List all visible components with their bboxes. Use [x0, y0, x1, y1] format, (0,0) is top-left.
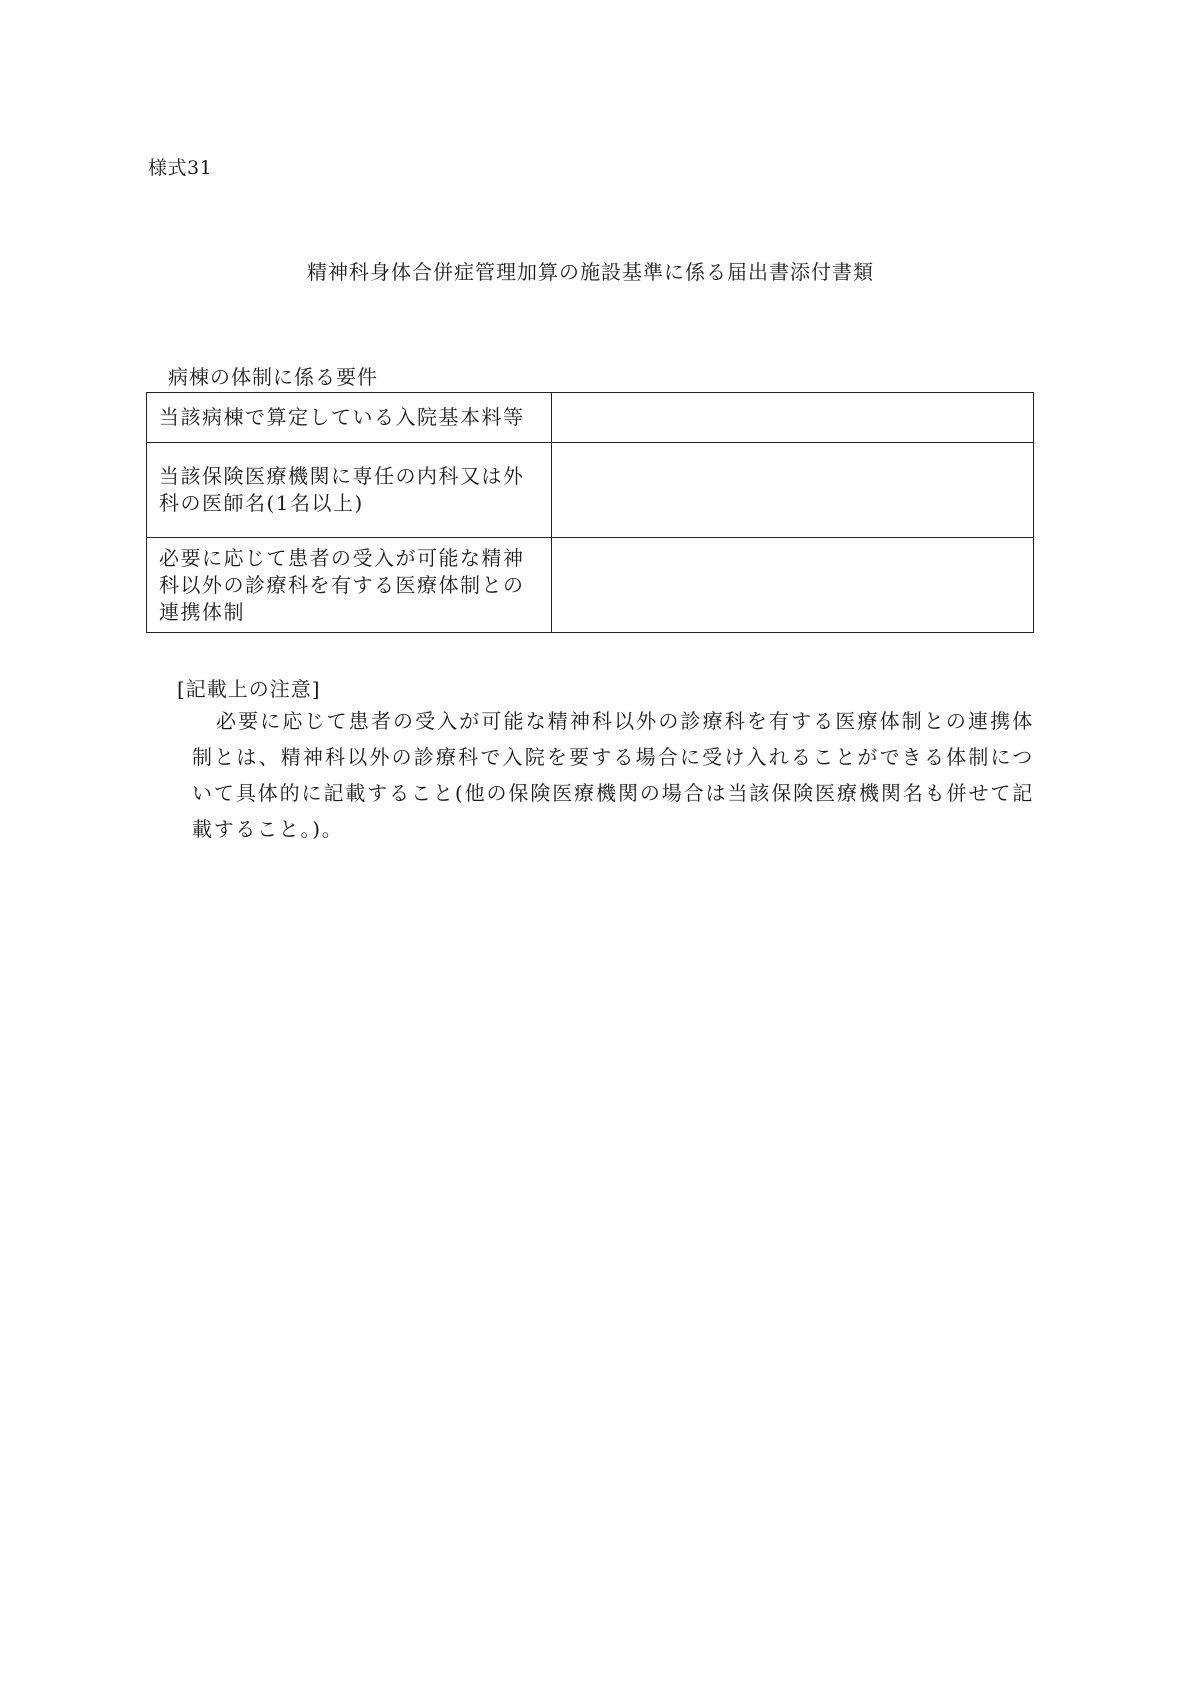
section-heading: 病棟の体制に係る要件 [168, 365, 378, 389]
requirements-table [146, 392, 1034, 633]
form-number: 様式31 [148, 157, 213, 179]
notes-body: 必要に応じて患者の受入が可能な精神科以外の診療科を有する医療体制との連携体制とは、精神科以外の診療科で入院を要する場合に受け入れることができる体制について具体的に記載すること(他の保険医療機関の場合は当該保険医療機関名も併せて記載すること。)。 [192, 709, 1034, 841]
row-value-basic-fee[interactable] [552, 393, 1034, 443]
row-label-basic-fee: 当該病棟で算定している入院基本料等 [147, 393, 552, 443]
row-value-physician-name[interactable] [552, 443, 1034, 538]
notes-heading: [記載上の注意] [177, 677, 321, 701]
table-row [147, 393, 1034, 443]
row-label-physician-name: 当該保険医療機関に専任の内科又は外科の医師名(1名以上) [147, 443, 552, 538]
document-title: 精神科身体合併症管理加算の施設基準に係る届出書添付書類 [307, 260, 874, 284]
row-label-cooperation-system: 必要に応じて患者の受入が可能な精神科以外の診療科を有する医療体制との連携体制 [147, 538, 552, 633]
table-row [147, 443, 1034, 538]
table-row [147, 538, 1034, 633]
row-value-cooperation-system[interactable] [552, 538, 1034, 633]
